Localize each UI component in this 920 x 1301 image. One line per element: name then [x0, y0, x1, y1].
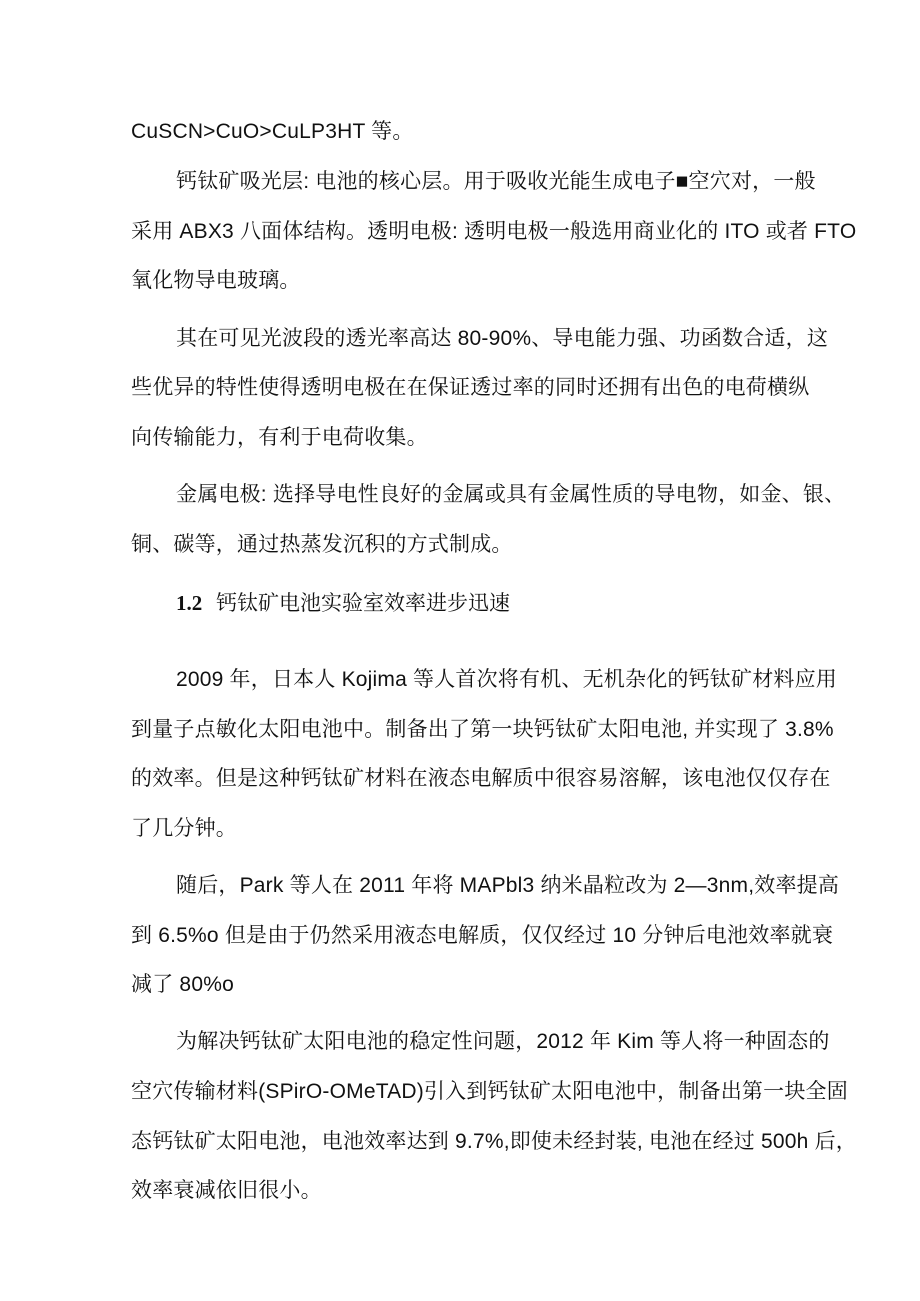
paragraph-line: 为解决钙钛矿太阳电池的稳定性问题，2012 年 Kim 等人将一种固态的 — [176, 1030, 830, 1053]
paragraph-line: 采用 ABX3 八面体结构。透明电极: 透明电极一般选用商业化的 ITO 或者 FTO — [131, 220, 857, 243]
section-title: 钙钛矿电池实验室效率进步迅速 — [216, 592, 510, 615]
paragraph-line: 效率衰减依旧很小。 — [131, 1179, 322, 1202]
paragraph-line: 其在可见光波段的透光率高达 80-90%、导电能力强、功函数合适，这 — [176, 327, 829, 350]
paragraph-line: 金属电极: 选择导电性良好的金属或具有金属性质的导电物，如金、银、 — [176, 483, 846, 506]
paragraph-line: 空穴传输材料(SPirO-OMeTAD)引入到钙钛矿太阳电池中，制备出第一块全固 — [131, 1080, 848, 1103]
paragraph-line: 向传输能力，有利于电荷收集。 — [131, 426, 428, 449]
section-number: 1.2 — [176, 591, 203, 615]
paragraph-line: 些优异的特性使得透明电极在在保证透过率的同时还拥有出色的电荷横纵 — [131, 376, 810, 399]
paragraph-line: 铜、碳等，通过热蒸发沉积的方式制成。 — [131, 533, 513, 556]
paragraph-line: 了几分钟。 — [131, 817, 237, 840]
paragraph-line: 到量子点敏化太阳电池中。制备出了第一块钙钛矿太阳电池, 并实现了 3.8% — [131, 718, 834, 741]
paragraph-line: 的效率。但是这种钙钛矿材料在液态电解质中很容易溶解，该电池仅仅存在 — [131, 767, 831, 790]
section-heading — [176, 588, 510, 618]
paragraph-line: 随后，Park 等人在 2011 年将 MAPbl3 纳米晶粒改为 2—3nm,效率提高 — [176, 874, 840, 897]
paragraph-line: 到 6.5%o 但是由于仍然采用液态电解质，仅仅经过 10 分钟后电池效率就衰 — [131, 924, 834, 947]
paragraph-line: 2009 年，日本人 Kojima 等人首次将有机、无机杂化的钙钛矿材料应用 — [176, 668, 838, 691]
paragraph-line: 减了 80%o — [131, 973, 234, 996]
paragraph-line: 态钙钛矿太阳电池，电池效率达到 9.7%,即使未经封装, 电池在经过 500h 后， — [131, 1130, 857, 1153]
paragraph-line: CuSCN>CuO>CuLP3HT 等。 — [131, 120, 414, 143]
paragraph-line: 氧化物导电玻璃。 — [131, 269, 301, 292]
paragraph-line: 钙钛矿吸光层: 电池的核心层。用于吸收光能生成电子■空穴对，一般 — [176, 170, 816, 193]
